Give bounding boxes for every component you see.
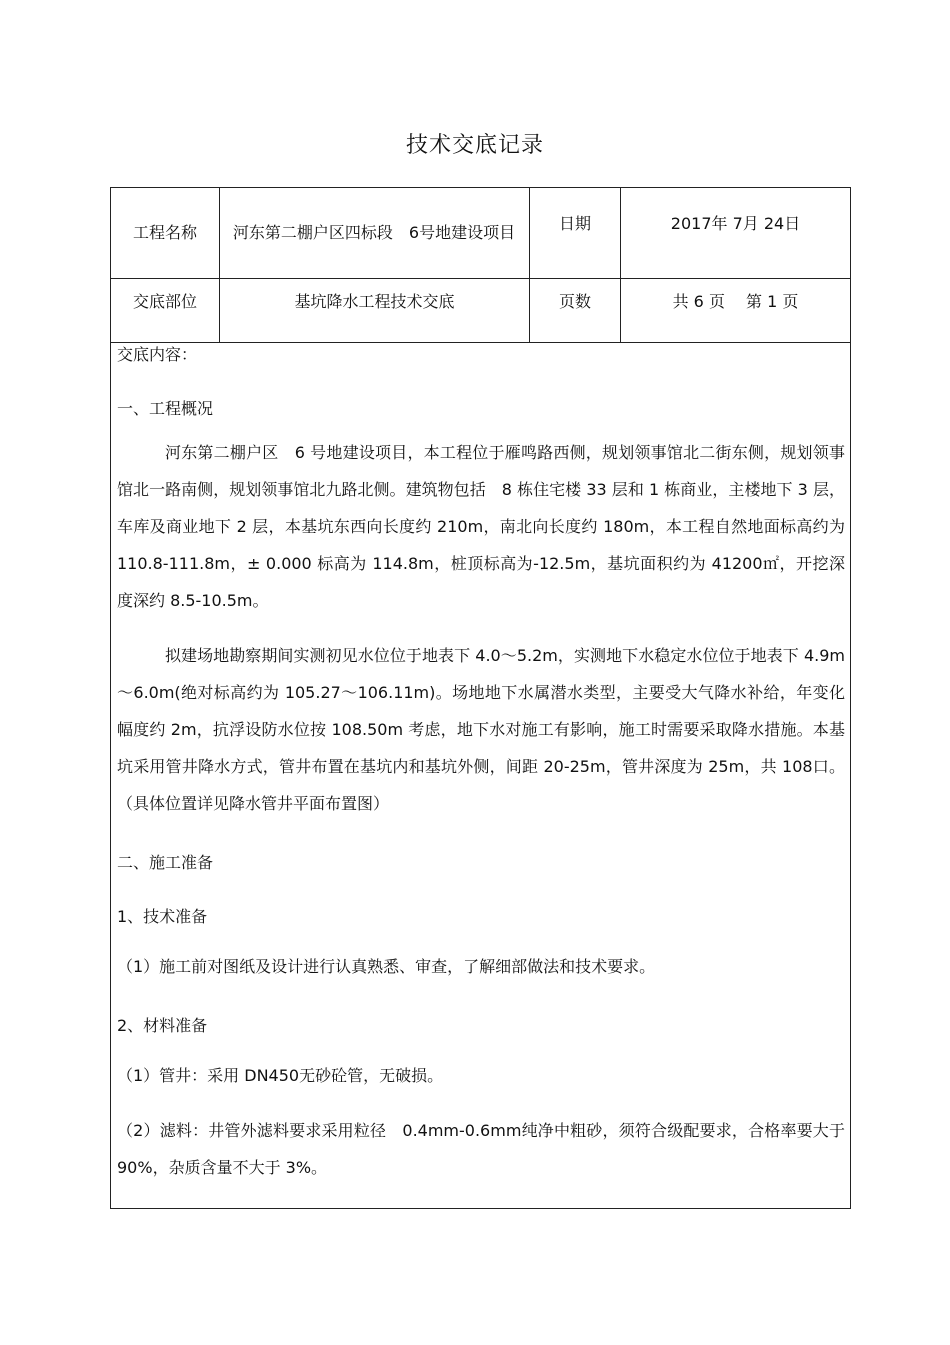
part-label: 交底部位 bbox=[132, 292, 197, 311]
date-label: 日期 bbox=[558, 214, 591, 233]
overview-paragraph-2: 拟建场地勘察期间实测初见水位位于地表下 4.0～5.2m，实测地下水稳定水位位于地表下 4.9m～6.0m(绝对标高约为 105.27～106.11m)。场地地下水属潜水类型，主要受大气降水补给，年变化幅度约 2m，抗浮设防水位按 108.50m 考虑，地下水对施工有影响，施工时需要采取降水措施。本基坑采用管井降水方式，管井布置在基坑内和基坑外侧，间距 20-25m，管井深度为 25m，共 108口。（具体位置详见降水管井平面布置图） bbox=[117, 646, 845, 813]
overview-paragraph-1: 河东第二棚户区 6 号地建设项目，本工程位于雁鸣路西侧，规划领事馆北二街东侧，规划领事馆北一路南侧，规划领事馆北九路北侧。建筑物包括 8 栋住宅楼 33 层和 1 栋商业，主楼地下 3 层，车库及商业地下 2 层，本基坑东西向长度约 210m，南北向长度约 180m，本工程自然地面标高约为 110.8-111.8m，± 0.000 标高为 114.8m，桩顶标高为-12.5m，基坑面积约为 41200㎡，开挖深度深约 8.5-10.5m。 bbox=[117, 443, 845, 610]
project-name-value: 河东第二棚户区四标段 6号地建设项目 bbox=[232, 223, 516, 242]
document-title: 技术交底记录 bbox=[405, 133, 544, 158]
date-value: 2017年 7月 24日 bbox=[670, 214, 801, 233]
material-item-1: （1）管井：采用 DN450无砂砼管，无破损。 bbox=[117, 1066, 444, 1085]
subheading-material-preparation: 2、材料准备 bbox=[117, 1016, 208, 1035]
material-item-2: （2）滤料：井管外滤料要求采用粒径 0.4mm-0.6mm纯净中粗砂，须符合级配要求，合格率要大于 90%，杂质含量不大于 3%。 bbox=[117, 1121, 845, 1177]
content-label: 交底内容： bbox=[117, 345, 198, 364]
section-heading-overview: 一、工程概况 bbox=[117, 399, 214, 418]
section-heading-preparation: 二、施工准备 bbox=[117, 853, 214, 872]
subheading-technical-preparation: 1、技术准备 bbox=[117, 907, 208, 926]
part-value: 基坑降水工程技术交底 bbox=[294, 292, 455, 311]
technical-item-1: （1）施工前对图纸及设计进行认真熟悉、审查，了解细部做法和技术要求。 bbox=[117, 957, 656, 976]
disclosure-content bbox=[117, 342, 845, 1186]
pages-label: 页数 bbox=[558, 292, 591, 311]
pages-value: 共 6 页 第 1 页 bbox=[672, 292, 799, 311]
project-name-label: 工程名称 bbox=[132, 223, 197, 242]
